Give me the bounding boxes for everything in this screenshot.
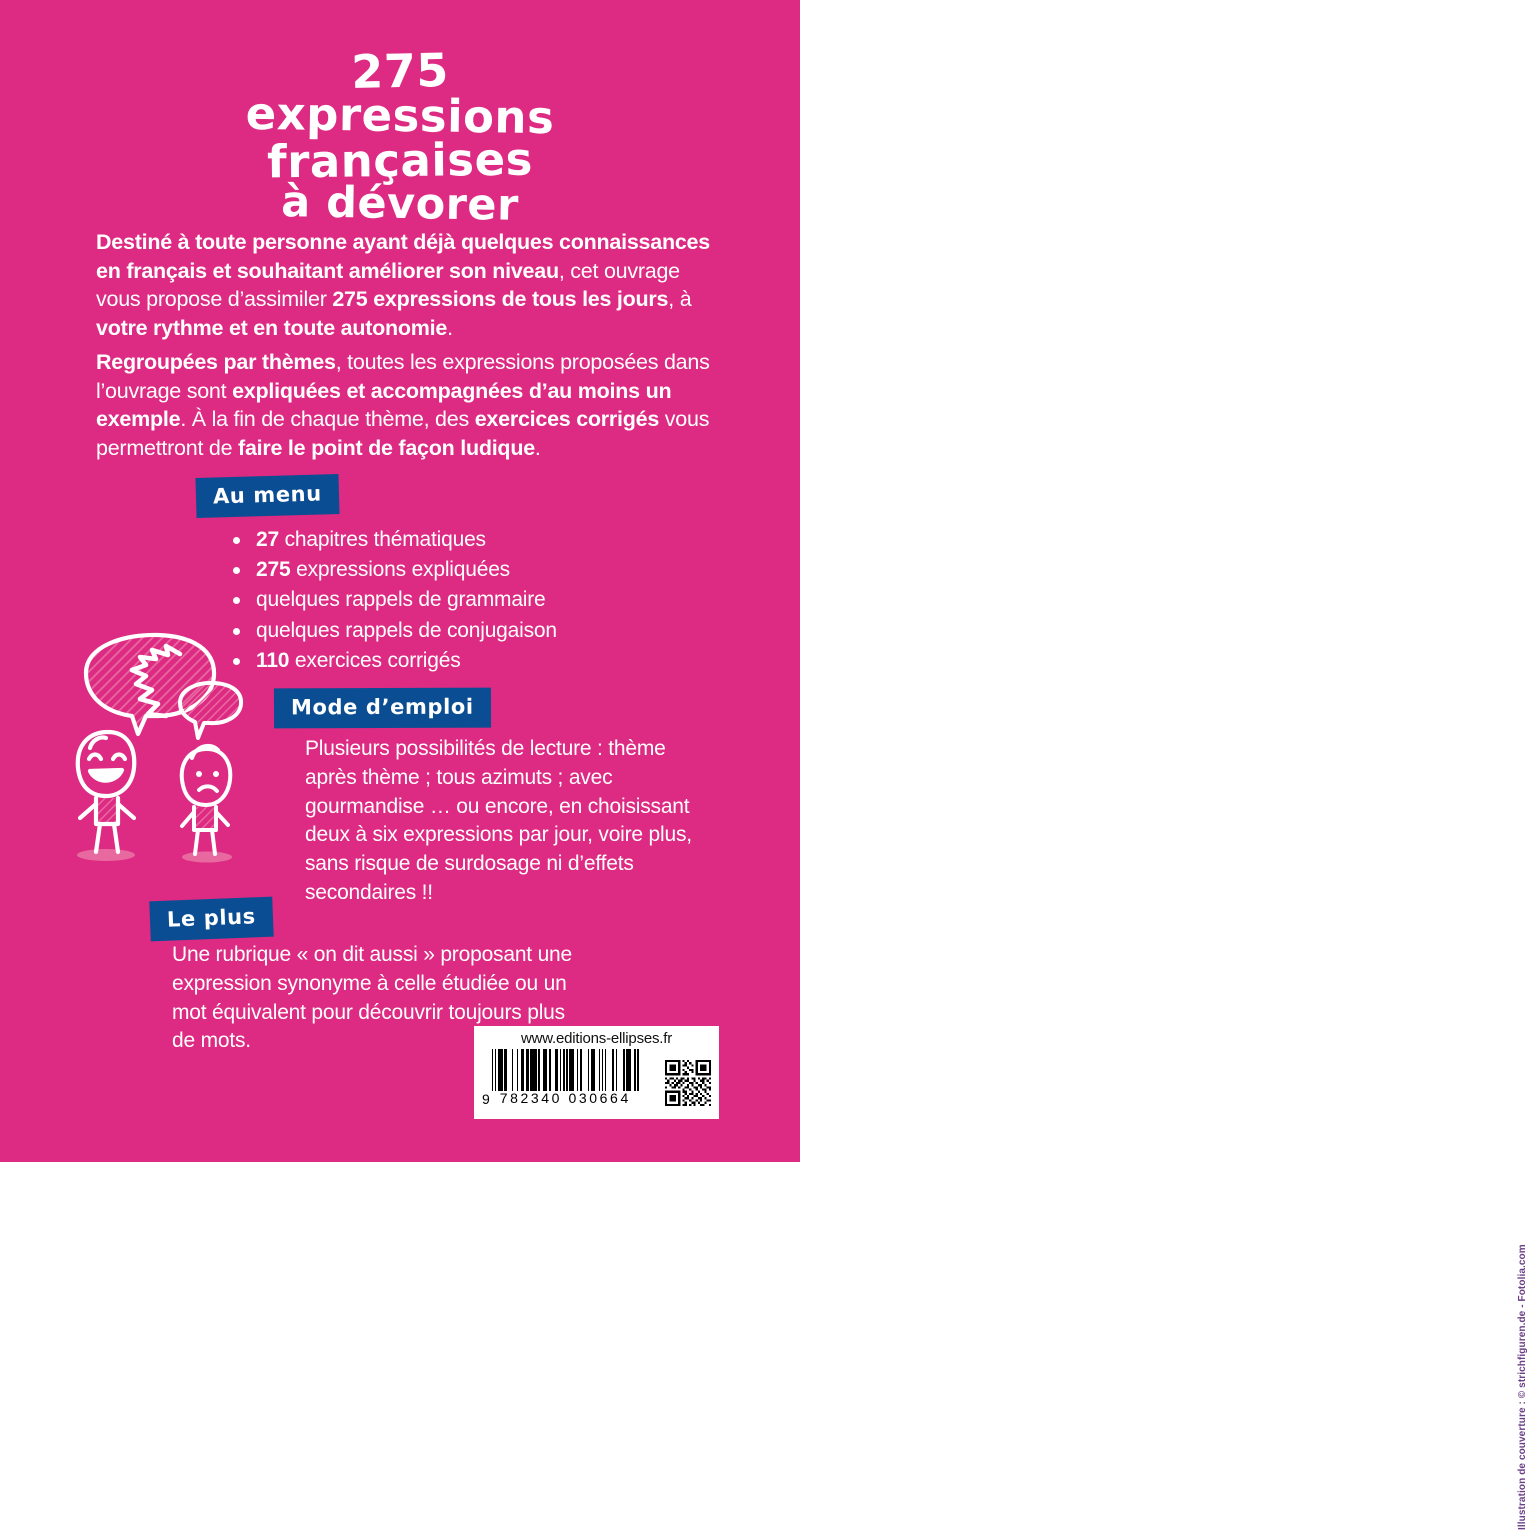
plain-text: chapitres thématiques: [278, 528, 486, 551]
illustration-credit: Illustration de couverture : © strichfiguren.de - Fotolia.com: [1517, 1244, 1528, 1530]
emphasis-text: Regroupées par thèmes: [96, 350, 336, 374]
small-speech-bubble: [180, 683, 241, 738]
emphasis-text: exercices corrigés: [474, 407, 660, 432]
intro-paragraph-1: [96, 228, 718, 342]
intro-paragraph-2: [96, 348, 718, 462]
page-title: [0, 42, 800, 231]
stick-figures-illustration: [62, 628, 282, 868]
emphasis-text: 275: [256, 558, 291, 582]
section-banner-le-plus: Le plus: [149, 897, 273, 942]
list-item: [228, 525, 557, 555]
le-plus-body: Une rubrique « on dit aussi » proposant une expression synonyme à celle étudiée ou un mot équivalent pour découvrir toujours plus de mots.: [172, 943, 573, 1053]
smiling-character: [78, 732, 134, 852]
plain-text: , toutes les expressions proposées dans l’ouvrage sont: [96, 350, 710, 403]
title-line-2: expressions: [245, 87, 555, 145]
emphasis-text: 110: [256, 648, 290, 672]
plain-text: . À la fin de chaque thème, des: [180, 407, 475, 432]
ean-lead-digit: 9: [482, 1090, 490, 1107]
section-banner-au-menu: Au menu: [195, 474, 339, 518]
plain-text: , à: [668, 287, 692, 312]
qr-code: [665, 1060, 711, 1106]
list-item: [228, 555, 557, 585]
barcode-row: [482, 1049, 711, 1106]
ean13-barcode: [482, 1049, 639, 1106]
title-line-3: françaises: [266, 132, 534, 188]
ean-bars: [492, 1049, 639, 1091]
emphasis-text: 275 expressions de tous les jours: [332, 287, 669, 312]
plain-text: vous permettront de: [96, 407, 710, 460]
plain-text: .: [447, 315, 453, 340]
emphasis-text: faire le point de façon ludique: [238, 435, 535, 460]
illustration-credit-wrap: [752, 770, 1528, 1530]
plain-text: quelques rappels de grammaire: [256, 588, 546, 612]
plain-text: exercices corrigés: [289, 648, 461, 672]
plain-text: , cet ouvrage vous propose d’assimiler: [96, 258, 680, 312]
title-line-1: 275: [350, 42, 450, 100]
emphasis-text: votre rythme et en toute autonomie: [96, 315, 448, 340]
ean-digits: 782340 030664: [499, 1090, 631, 1107]
plain-text: expressions expliquées: [290, 558, 510, 582]
mode-emploi-body: Plusieurs possibilités de lecture : thème après thème ; tous azimuts ; avec gourmandise … ou encore, en choisissant deux à six expressions par jour, voire plus, sans risque de surdosage ni d’effets secondaires !!: [305, 737, 692, 904]
shadow-right: [182, 852, 232, 863]
emphasis-text: Destiné à toute personne ayant déjà quelques connaissances en français et souhaitant améliorer son niveau: [96, 230, 710, 283]
emphasis-text: 27: [256, 528, 279, 551]
plain-text: .: [534, 435, 541, 460]
emphasis-text: expliquées et accompagnées d’au moins un exemple: [96, 378, 672, 432]
title-line-4: à dévorer: [280, 176, 520, 231]
shadow-left: [77, 849, 135, 861]
list-item: [228, 585, 557, 615]
publisher-website: www.editions-ellipses.fr: [520, 1030, 673, 1047]
section-banner-mode-emploi: Mode d’emploi: [274, 688, 491, 729]
barcode-panel: [474, 1026, 719, 1119]
plain-text: quelques rappels de conjugaison: [256, 618, 557, 642]
puzzled-character: [182, 746, 231, 854]
